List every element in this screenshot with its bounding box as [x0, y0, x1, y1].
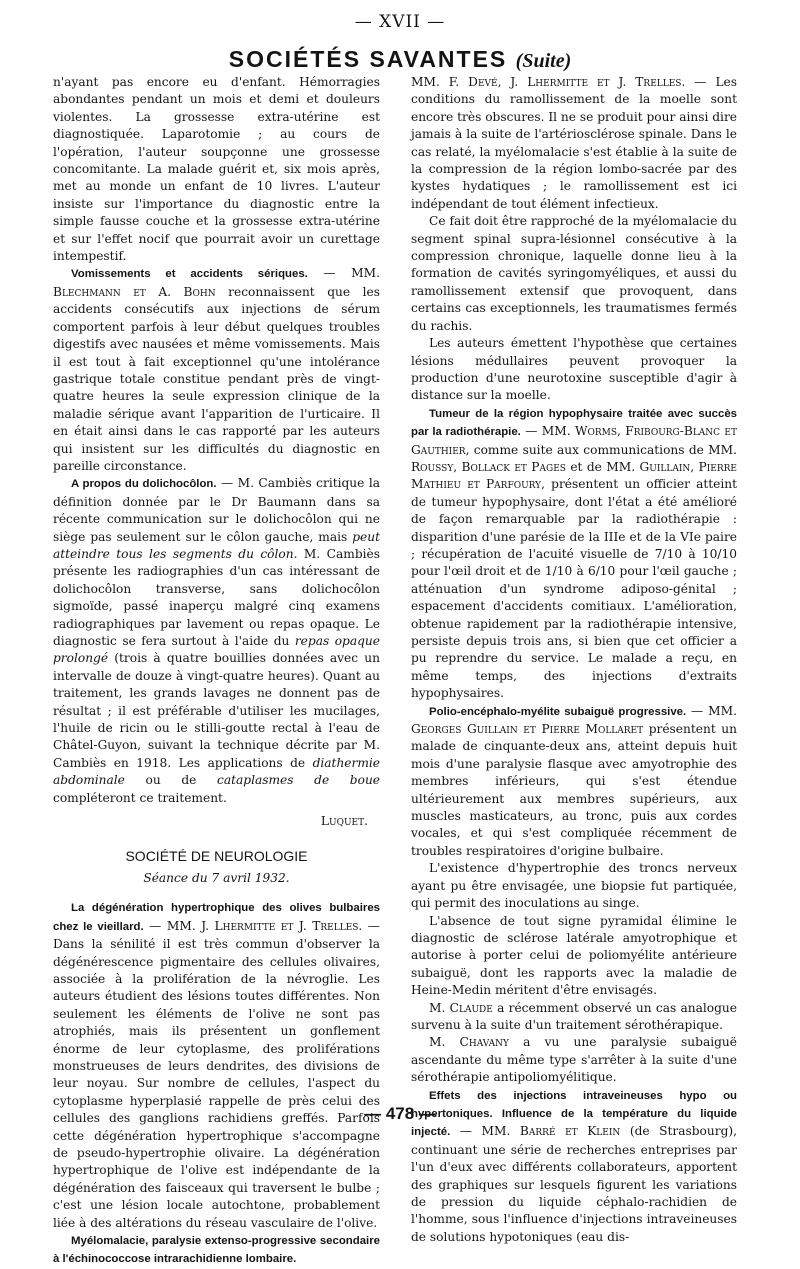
paragraph: n'ayant pas encore eu d'enfant. Hémorragies abondantes pendant un mois et demi et douleurs violentes. La grossesse extra-utérine est diagnostiquée. Laparotomie ; au cours de l'opération, l'auteur soupçonne une grossesse concomitante. La malade guérit et, six mois après, met au monde un enfant de 10 livres. L'auteur insiste sur l'importance du diagnostic entre la simple fausse couche et la grossesse extra-utérine et sur l'effet nocif que pourrait avoir un curettage intempestif. [53, 75, 380, 264]
authors: — MM. Georges Guillain et Pierre Mollaret [411, 703, 737, 737]
authors: — MM. Blechmann et A. Bohn [53, 266, 380, 299]
article-title: La dégénération hypertrophique des olives bulbaires chez le vieillard. [53, 902, 380, 933]
header-title: SOCIÉTÉS SAVANTES [228, 46, 508, 72]
paragraph [411, 1000, 737, 1035]
paragraph: L'absence de tout signe pyramidal élimine le diagnostic de sclérose latérale amyotrophique et autorise à porter celui de poliomyélite antérieure subaiguë, dont les rapports avec la maladie de Heine-Medin méritent d'être envisagés. [411, 913, 737, 998]
authors: — MM. Barré et Klein [450, 1124, 621, 1139]
signature: Luquet. [320, 814, 368, 829]
article-title: Tumeur de la région hypophysaire traitée avec succès par la radiothérapie. [411, 407, 737, 439]
article-title: Myélomalacie, paralysie extenso-progressive secondaire à l'échinococcose intrarachidienne lombaire. [53, 1235, 380, 1266]
paragraph [53, 265, 380, 475]
seance-date: Séance du 7 avril 1932. [143, 870, 290, 885]
authors: — MM. Worms, Fribourg-Blanc et Gauthier, [411, 424, 737, 457]
authors: M. Chavany [429, 1035, 509, 1050]
italic-text: peut atteindre tous les segments du côlon. [53, 529, 380, 561]
paragraph [53, 475, 380, 807]
authors: MM. F. Devé, J. Lhermitte et J. Trelles. [411, 75, 686, 89]
section-heading: SOCIÉTÉ DE NEUROLOGIE [125, 848, 308, 865]
paragraph: L'existence d'hypertrophie des troncs nerveux ayant pu être envisagée, une biopsie fut partiquée, qui permit des inoculations au singe. [411, 861, 737, 911]
article-text: comme suite aux communications de MM. [469, 442, 737, 457]
italic-text: diathermie abdominale [53, 755, 380, 788]
paragraph [411, 703, 737, 861]
italic-text: cataplasmes de boue [217, 773, 381, 788]
authors: Roussy, Bollack et Pages [411, 459, 566, 474]
article-text: présentent un malade de cinquante-deux ans, atteint depuis huit mois d'une paralysie flasque avec amyotrophie des membres inférieurs, qui s'est étendue ultérieurement aux membres supérieurs, aux muscles masticateurs, au tronc, puis aux cordes vocales, et qui s'est compliquée récemment de troubles respiratoires d'origine bulbaire. [411, 722, 737, 858]
article-text: présentent un officier atteint de tumeur hypophysaire, dont l'état a été amélioré de façon remarquable par la radiothérapie : disparition d'une parésie de la IIIe et de la VIe paire ; récupération de l'acuité visuelle de 7/10 à 10/10 pour l'œil droit et de 1/10 à 6/10 pour l'œil gauche ; atténuation d'un syndrome adiposo-génital ; espacement d'accidents comitiaux. L'amélioration, obtenue rapidement par la radiothérapie intensive, persiste depuis trois ans, si bien que cet officier a pu reprendre du service. Le malade a reçu, en même temps, des injections d'extraits hypophysaires. [411, 477, 737, 701]
article-title: Polio-encéphalo-myélite subaiguë progressive. [429, 705, 687, 718]
article-text: — M. Cambiès critique la définition donnée par le Dr Baumann dans sa récente communication sur le dolichocôlon qui ne siège pas seulement sur le côlon gauche, mais [53, 476, 380, 544]
paragraph [411, 1034, 737, 1086]
paragraph: Les auteurs émettent l'hypothèse que certaines lésions médullaires peuvent provoquer la production d'une neurotoxine susceptible d'agir à distance sur la moelle. [411, 336, 737, 403]
paragraph [411, 74, 737, 213]
article-text: (de Strasbourg), continuant une série de recherches entreprises par l'un d'eux avec différents collaborateurs, apportent des graphiques sur lesquels figurent les variations de pression du liquide céphalo-rachidien de l'homme, sous l'influence d'injections intraveineuses de solutions hypotoniques (eau dis- [411, 1124, 737, 1244]
header-suite: (Suite) [515, 50, 572, 72]
page-header [0, 46, 800, 73]
roman-page-number: — XVII — [354, 12, 446, 32]
article-title: Vomissements et accidents sériques. [71, 268, 308, 281]
left-column [53, 74, 380, 1269]
paragraph [53, 1232, 380, 1269]
authors: Guillain, Pierre Mathieu et Parfoury, [411, 459, 737, 492]
article-title: A propos du dolichocôlon. [71, 478, 217, 491]
article-title: Effets des injections intraveineuses hypo ou hypertoniques. Influence de la température du liquide injecté. [411, 1089, 737, 1139]
article-text: M. Cambiès présente les radiographies d'un cas intéressant de dolichocôlon transverse, sans dolichocôlon sigmoïde, passé inaperçu malgré cinq examens radiographiques par lavement ou repas opaque. Le diagnostic se fera surtout à l'aide du [53, 546, 380, 648]
italic-text: repas opaque prolongé [53, 634, 380, 666]
right-column [411, 74, 737, 1246]
authors: — MM. J. Lhermitte et J. Trelles. [143, 918, 363, 933]
authors: M. Claude [429, 1000, 493, 1015]
paragraph [53, 899, 380, 1232]
article-text: — Dans la sénilité il est très commun d'observer la dégénérescence pigmentaire des cellules olivaires, associée à la prolifération de la névroglie. Les auteurs étudient des lésions toutes différentes. Non seulement les éléments de l'olive ne sont pas atrophiés, mais ils présentent un gonflement énorme de leur cytoplasme, des proliférations monstrueuses de leurs dendrites, des divisions de leur noyau. Sur nombre de cellules, l'aspect du cytoplasme hyperplasié rappelle de près celui des cellules des ganglions rachidiens greffés. Parfois cette dégénération hypertrophique s'accompagne de pseudo-hypertrophie olivaire. La dégénération hypertrophique de l'olive est indépendante de la dégénération des faisceaux qui traversent le bulbe ; c'est une lésion locale autochtone, probablement liée à des altérations du réseau vasculaire de l'olive. [53, 918, 380, 1230]
article-text: compléteront ce traitement. [53, 790, 227, 805]
article-text: ou de [124, 773, 218, 788]
paragraph: Ce fait doit être rapproché de la myélomalacie du segment spinal supra-lésionnel consécutive à la compression chronique, laquelle donne lieu à la formation de cavités syringomyéliques, et aussi du ramollissement extensif que provoquent, dans certains cas exceptionnels, les traumatismes fermés du rachis. [411, 214, 737, 333]
article-text: reconnaissent que les accidents consécutifs aux injections de sérum comportent parfois à leur début quelques troubles digestifs avec nausées et même vomissements. Mais il est tout à fait exceptionnel qu'une intolérance gastrique totale constitue pendant près de vingt-quatre heures la seule expression clinique de la maladie sérique avant l'apparition de l'urticaire. Il en était ainsi dans le cas rapporté par les auteurs qui insistent sur les difficultés du diagnostic en pareille circonstance. [53, 284, 380, 473]
page-number: — 478 — [364, 1104, 436, 1123]
article-text: (trois à quatre bouillies données avec un intervalle de douze à vingt-quatre heures). Quant au traitement, les grands lavages ne donnent pas de résultat ; il est préférable d'utiliser les mucilages, l'huile de ricin ou le stilli-goutte rectal à l'eau de Châtel-Guyon, suivant la technique décrite par M. Cambiès en 1918. Les applications de [53, 651, 380, 770]
article-text: — Les conditions du ramollissement de la moelle sont encore très obscures. Il ne se produit pour ainsi dire jamais à la suite de l'artériosclérose spinale. Dans le cas relaté, la myélomalacie s'est établie à la suite de la compression de la région lombo-sacrée par des kystes hydatiques ; le ramollissement est ici indépendant de tout élément infectieux. [411, 75, 738, 211]
article-text: et de MM. [565, 459, 640, 474]
article-text: a récemment observé un cas analogue survenu à la suite d'un traitement sérothérapique. [411, 1000, 737, 1032]
paragraph [411, 405, 737, 703]
article-text: a vu une paralysie subaiguë ascendante du même type s'arrêter à la suite d'une sérothérapie antipoliomyélitique. [411, 1035, 737, 1085]
